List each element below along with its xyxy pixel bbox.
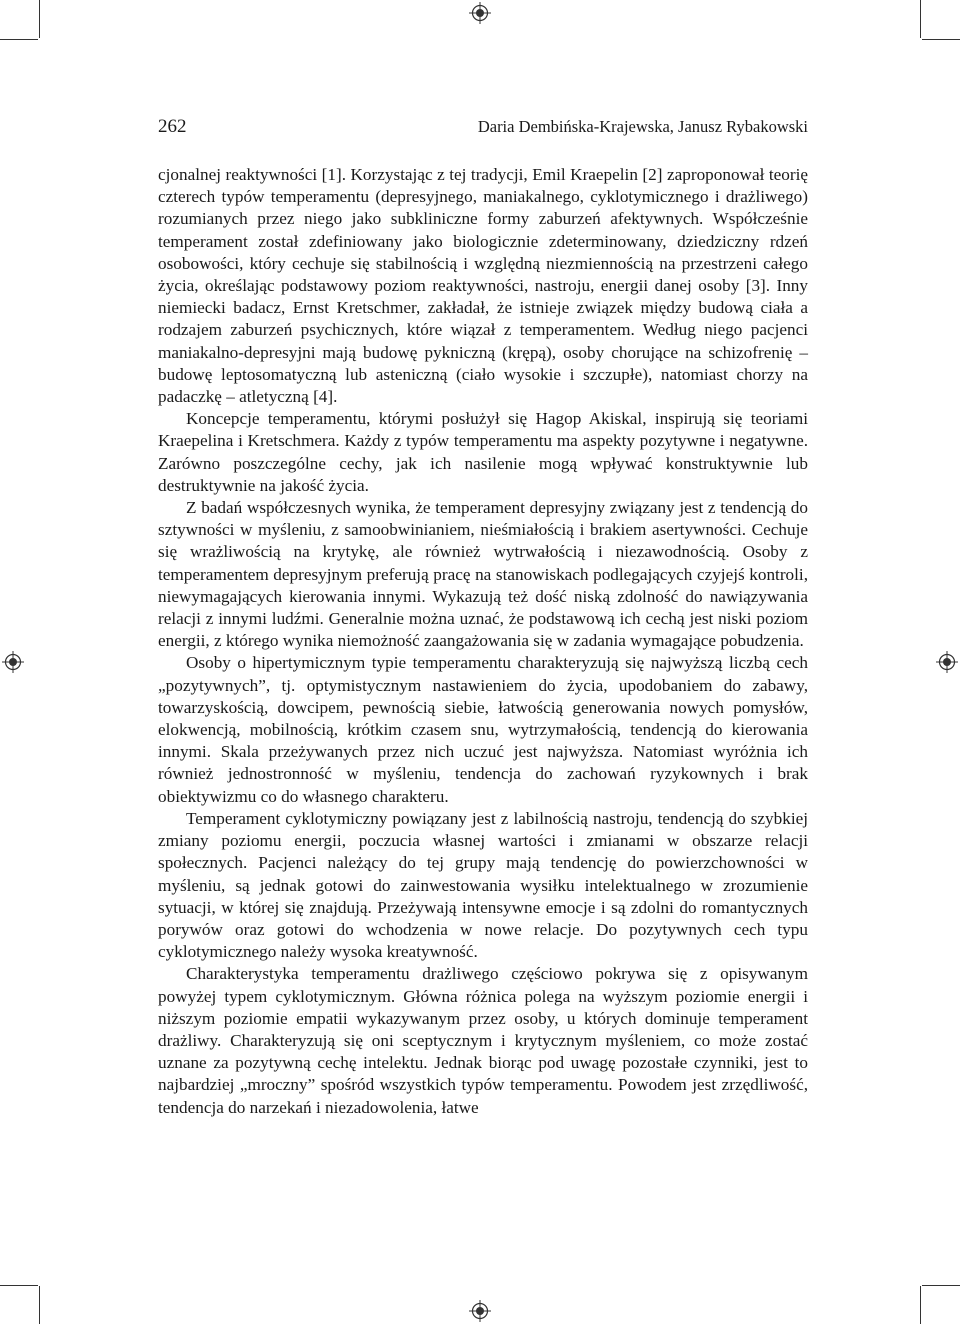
registration-mark-icon bbox=[2, 651, 24, 673]
registration-mark-icon bbox=[469, 2, 491, 24]
crop-mark-icon bbox=[39, 0, 40, 38]
registration-mark-icon bbox=[469, 1300, 491, 1322]
crop-mark-icon bbox=[920, 1286, 921, 1324]
crop-mark-icon bbox=[922, 39, 960, 40]
paragraph: Charakterystyka temperamentu drażliwego częściowo pokrywa się z opisywanym powyżej typem cyklotymicznym. Główna różnica polega na wyższym poziomie energii i niższym poziomie empatii wykazywanym przez osoby, u których dominuje temperament drażliwy. Charakteryzują się oni sceptycznym i krytycznym myśleniem, co może zostać uznane za pozytywną cechę intelektu. Jednak biorąc pod uwagę pozostałe czynniki, jest to najbardziej „mroczny” spośród wszystkich typów temperamentu. Powodem jest zrzędliwość, tendencja do narzekań i niezadowolenia, łatwe bbox=[158, 964, 808, 1117]
running-head-authors: Daria Dembińska-Krajewska, Janusz Rybakowski bbox=[477, 117, 808, 136]
paragraph: Koncepcje temperamentu, którymi posłużył się Hagop Akiskal, inspirują się teoriami Kraepelina i Kretschmera. Każdy z typów temperamentu ma aspekty pozytywne i negatywne. Zarówno poszczególne cechy, jak ich nasilenie mogą wpływać konstruktywnie lub destruktywnie na jakość życia. bbox=[158, 409, 808, 495]
body-text bbox=[158, 164, 808, 1119]
crop-mark-icon bbox=[39, 1286, 40, 1324]
registration-mark-icon bbox=[936, 651, 958, 673]
paragraph: Z badań współczesnych wynika, że temperament depresyjny związany jest z tendencją do sztywności w myśleniu, z samoobwinianiem, nieśmiałością i brakiem asertywności. Cechuje się wrażliwością na krytykę, ale również wytrwałością i niezawodnością. Osoby z temperamentem depresyjnym preferują pracę na stanowiskach podlegających czyjejś kontroli, niewymagających kierowania innymi. Wykazują też dość niską zdolność do nawiązywania relacji z innymi ludźmi. Generalnie można uznać, że podstawową ich cechą jest niski poziom energii, z którego wynika niemożność zaangażowania się w zadania wymagające pobudzenia. bbox=[158, 498, 808, 651]
crop-mark-icon bbox=[922, 1285, 960, 1286]
crop-mark-icon bbox=[920, 0, 921, 38]
paragraph: Osoby o hipertymicznym typie temperamentu charakteryzują się najwyższą liczbą cech „pozytywnych”, tj. optymistycznym nastawieniem do życia, upodobaniem do zabawy, towarzyskością, dowcipem, pewnością siebie, łatwością generowania nowych pomysłów, elokwencją, mobilnością, krótkim czasem snu, wytrzymałością, tendencją do kierowania innymi. Skala przeżywanych przez nich uczuć jest najwyższa. Natomiast wyróżnia ich również jednostronność w myśleniu, tendencja do zachowań ryzykownych i brak obiektywizmu co do własnego charakteru. bbox=[158, 653, 808, 806]
paragraph: Temperament cyklotymiczny powiązany jest z labilnością nastroju, tendencją do szybkiej zmiany poziomu energii, poczucia własnej wartości i zmianami w obszarze relacji społecznych. Pacjenci należący do tej grupy mają tendencję do powierzchowności w myśleniu, są jednak gotowi do zainwestowania wysiłku intelektualnego w zrozumienie sytuacji, w której się znajdują. Przeżywają intensywne emocje i są zdolni do romantycznych porywów oraz gotowi do wchodzenia w nowe relacje. Do pozytywnych cech typu cyklotymicznego należy wysoka kreatywność. bbox=[158, 808, 808, 962]
running-head bbox=[158, 116, 808, 138]
crop-mark-icon bbox=[0, 1285, 38, 1286]
paragraph: cjonalnej reaktywności [1]. Korzystając z tej tradycji, Emil Kraepelin [2] zaproponował teorię czterech typów temperamentu (depresyjnego, maniakalnego, cyklotymicznego i drażliwego) rozumianych przez niego jako subkliniczne formy zaburzeń afektywnych. Współcześnie temperament został zdefiniowany jako biologicznie zdeterminowany, dziedziczny rdzeń osobowości, który cechuje się stabilnością i względną niezmiennością na przestrzeni całego życia, określając podstawowy poziom reaktywności, nastroju, energii danej osoby [3]. Inny niemiecki badacz, Ernst Kretschmer, zakładał, że istnieje związek między budową ciała a rodzajem zaburzeń psychicznych, które wiązał z temperamentem. Według niego pacjenci maniakalno-depresyjni mają budowę pykniczną (krępą), osoby chorujące na schizofrenię – budowę leptosomatyczną lub asteniczną (ciało wysokie i szczupłe), natomiast chorzy na padaczkę – atletyczną [4]. bbox=[158, 165, 808, 407]
page-number: 262 bbox=[158, 116, 187, 137]
crop-mark-icon bbox=[0, 39, 38, 40]
